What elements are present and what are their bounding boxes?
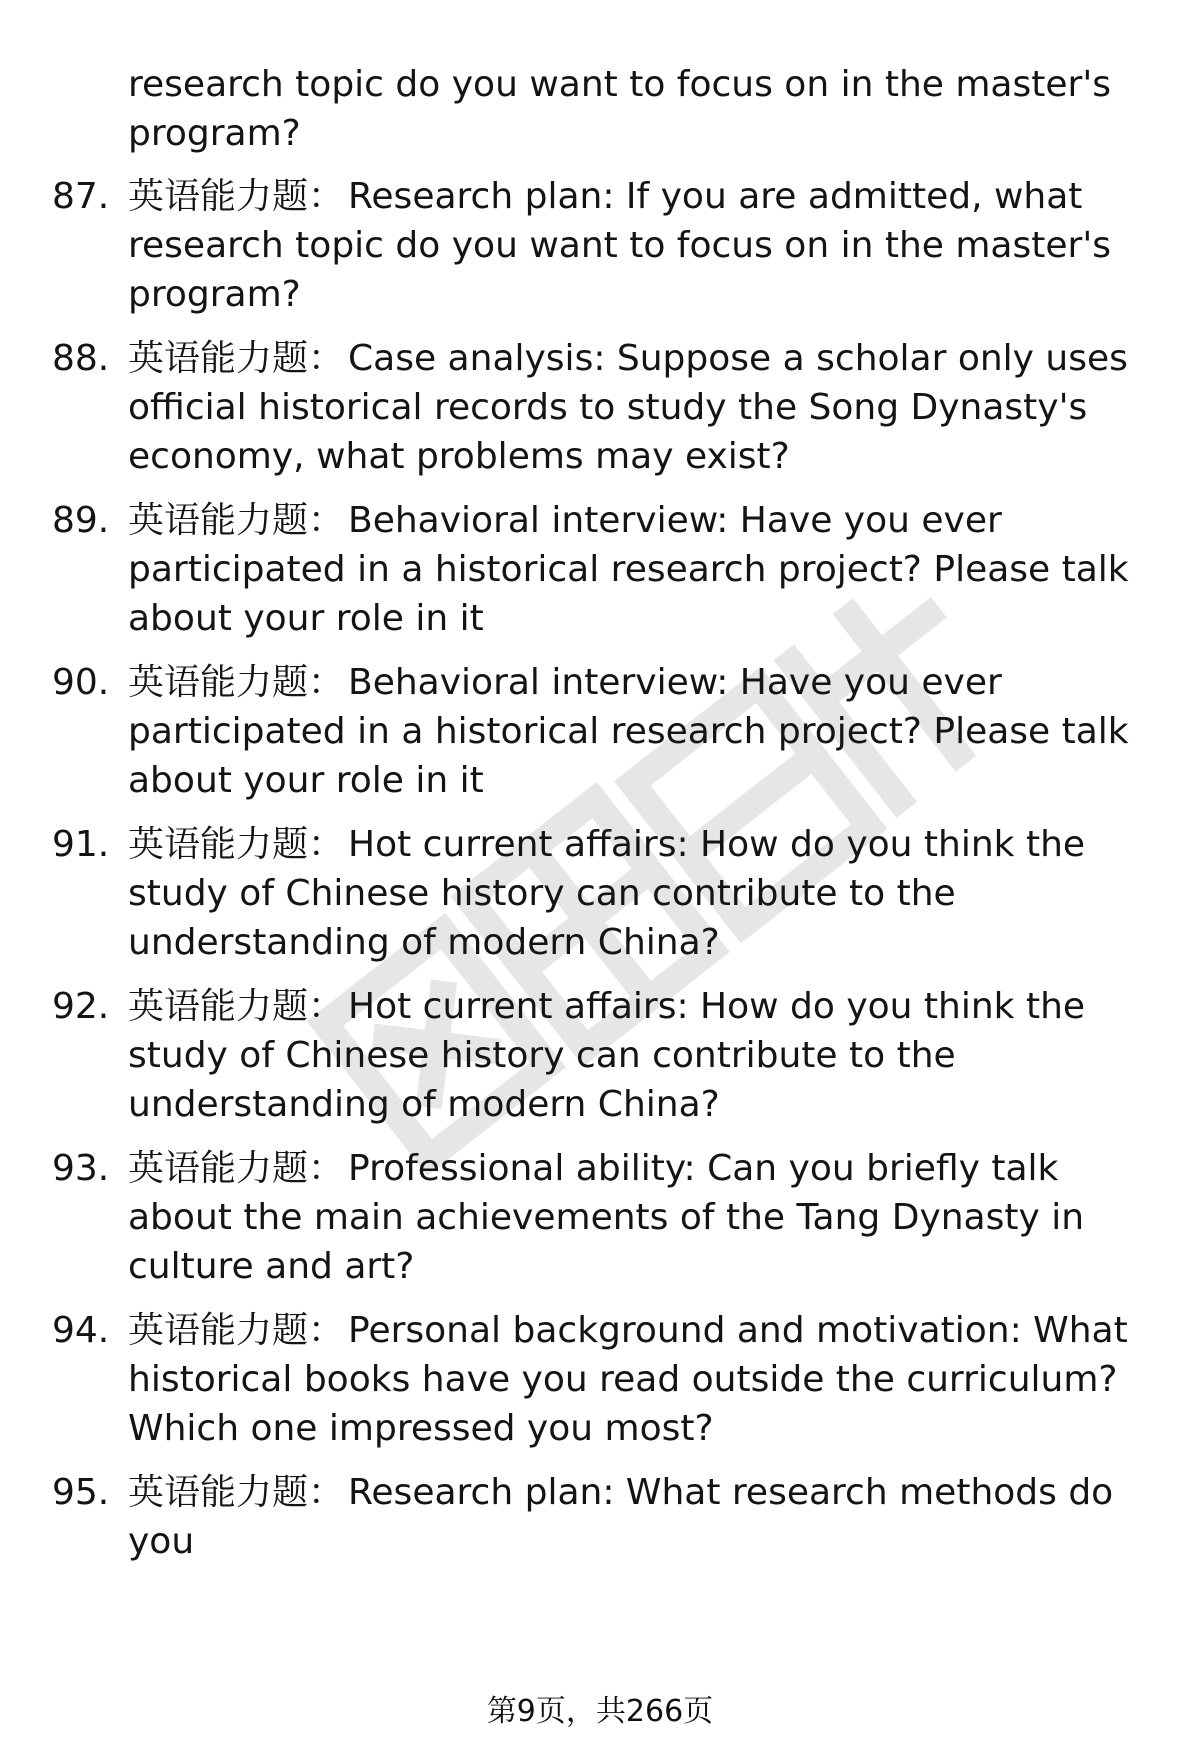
question-text: Personal background and motivation: What historical books have you read outside the curriculum? Which one impressed you most? <box>128 1310 1128 1449</box>
question-tag: 英语能力题： <box>128 1148 345 1189</box>
question-body <box>128 1468 1138 1566</box>
question-body <box>128 1306 1138 1453</box>
question-text: Behavioral interview: Have you ever participated in a historical research project? Please talk about your role in it <box>128 500 1129 639</box>
question-tag: 英语能力题： <box>128 338 345 379</box>
question-number: 93. <box>52 1148 110 1189</box>
question-body <box>128 820 1138 967</box>
question-body <box>128 982 1138 1129</box>
question-text: Research plan: What research methods do you <box>128 1472 1114 1562</box>
question-text: Behavioral interview: Have you ever participated in a historical research project? Please talk about your role in it <box>128 662 1129 801</box>
question-number: 87. <box>52 176 110 217</box>
question-tag: 英语能力题： <box>128 176 345 217</box>
question-number: 94. <box>52 1310 110 1351</box>
question-number: 92. <box>52 986 110 1027</box>
question-tag: 英语能力题： <box>128 824 345 865</box>
question-text: Hot current affairs: How do you think the study of Chinese history can contribute to the understanding of modern China? <box>128 824 1086 963</box>
question-tag: 英语能力题： <box>128 500 345 541</box>
question-text: Research plan: If you are admitted, what research topic do you want to focus on in the master's program? <box>128 176 1111 315</box>
question-body <box>128 172 1138 319</box>
question-number: 90. <box>52 662 110 703</box>
question-tag: 英语能力题： <box>128 986 345 1027</box>
continuation-text: research topic do you want to focus on in the master's program? <box>128 64 1111 154</box>
question-text: Hot current affairs: How do you think the study of Chinese history can contribute to the understanding of modern China? <box>128 986 1086 1125</box>
question-body <box>128 1144 1138 1291</box>
question-text: Case analysis: Suppose a scholar only uses official historical records to study the Song Dynasty's economy, what problems may exist? <box>128 338 1128 477</box>
question-number: 95. <box>52 1472 110 1513</box>
question-body <box>128 334 1138 481</box>
page-number: 第9页，共266页 <box>486 1694 714 1729</box>
question-tag: 英语能力题： <box>128 662 345 703</box>
question-tag: 英语能力题： <box>128 1310 345 1351</box>
question-body <box>128 658 1138 805</box>
question-number: 88. <box>52 338 110 379</box>
question-body <box>128 496 1138 643</box>
question-number: 89. <box>52 500 110 541</box>
question-text: Professional ability: Can you briefly talk about the main achievements of the Tang Dynasty in culture and art? <box>128 1148 1085 1287</box>
question-tag: 英语能力题： <box>128 1472 345 1513</box>
question-number: 91. <box>52 824 110 865</box>
